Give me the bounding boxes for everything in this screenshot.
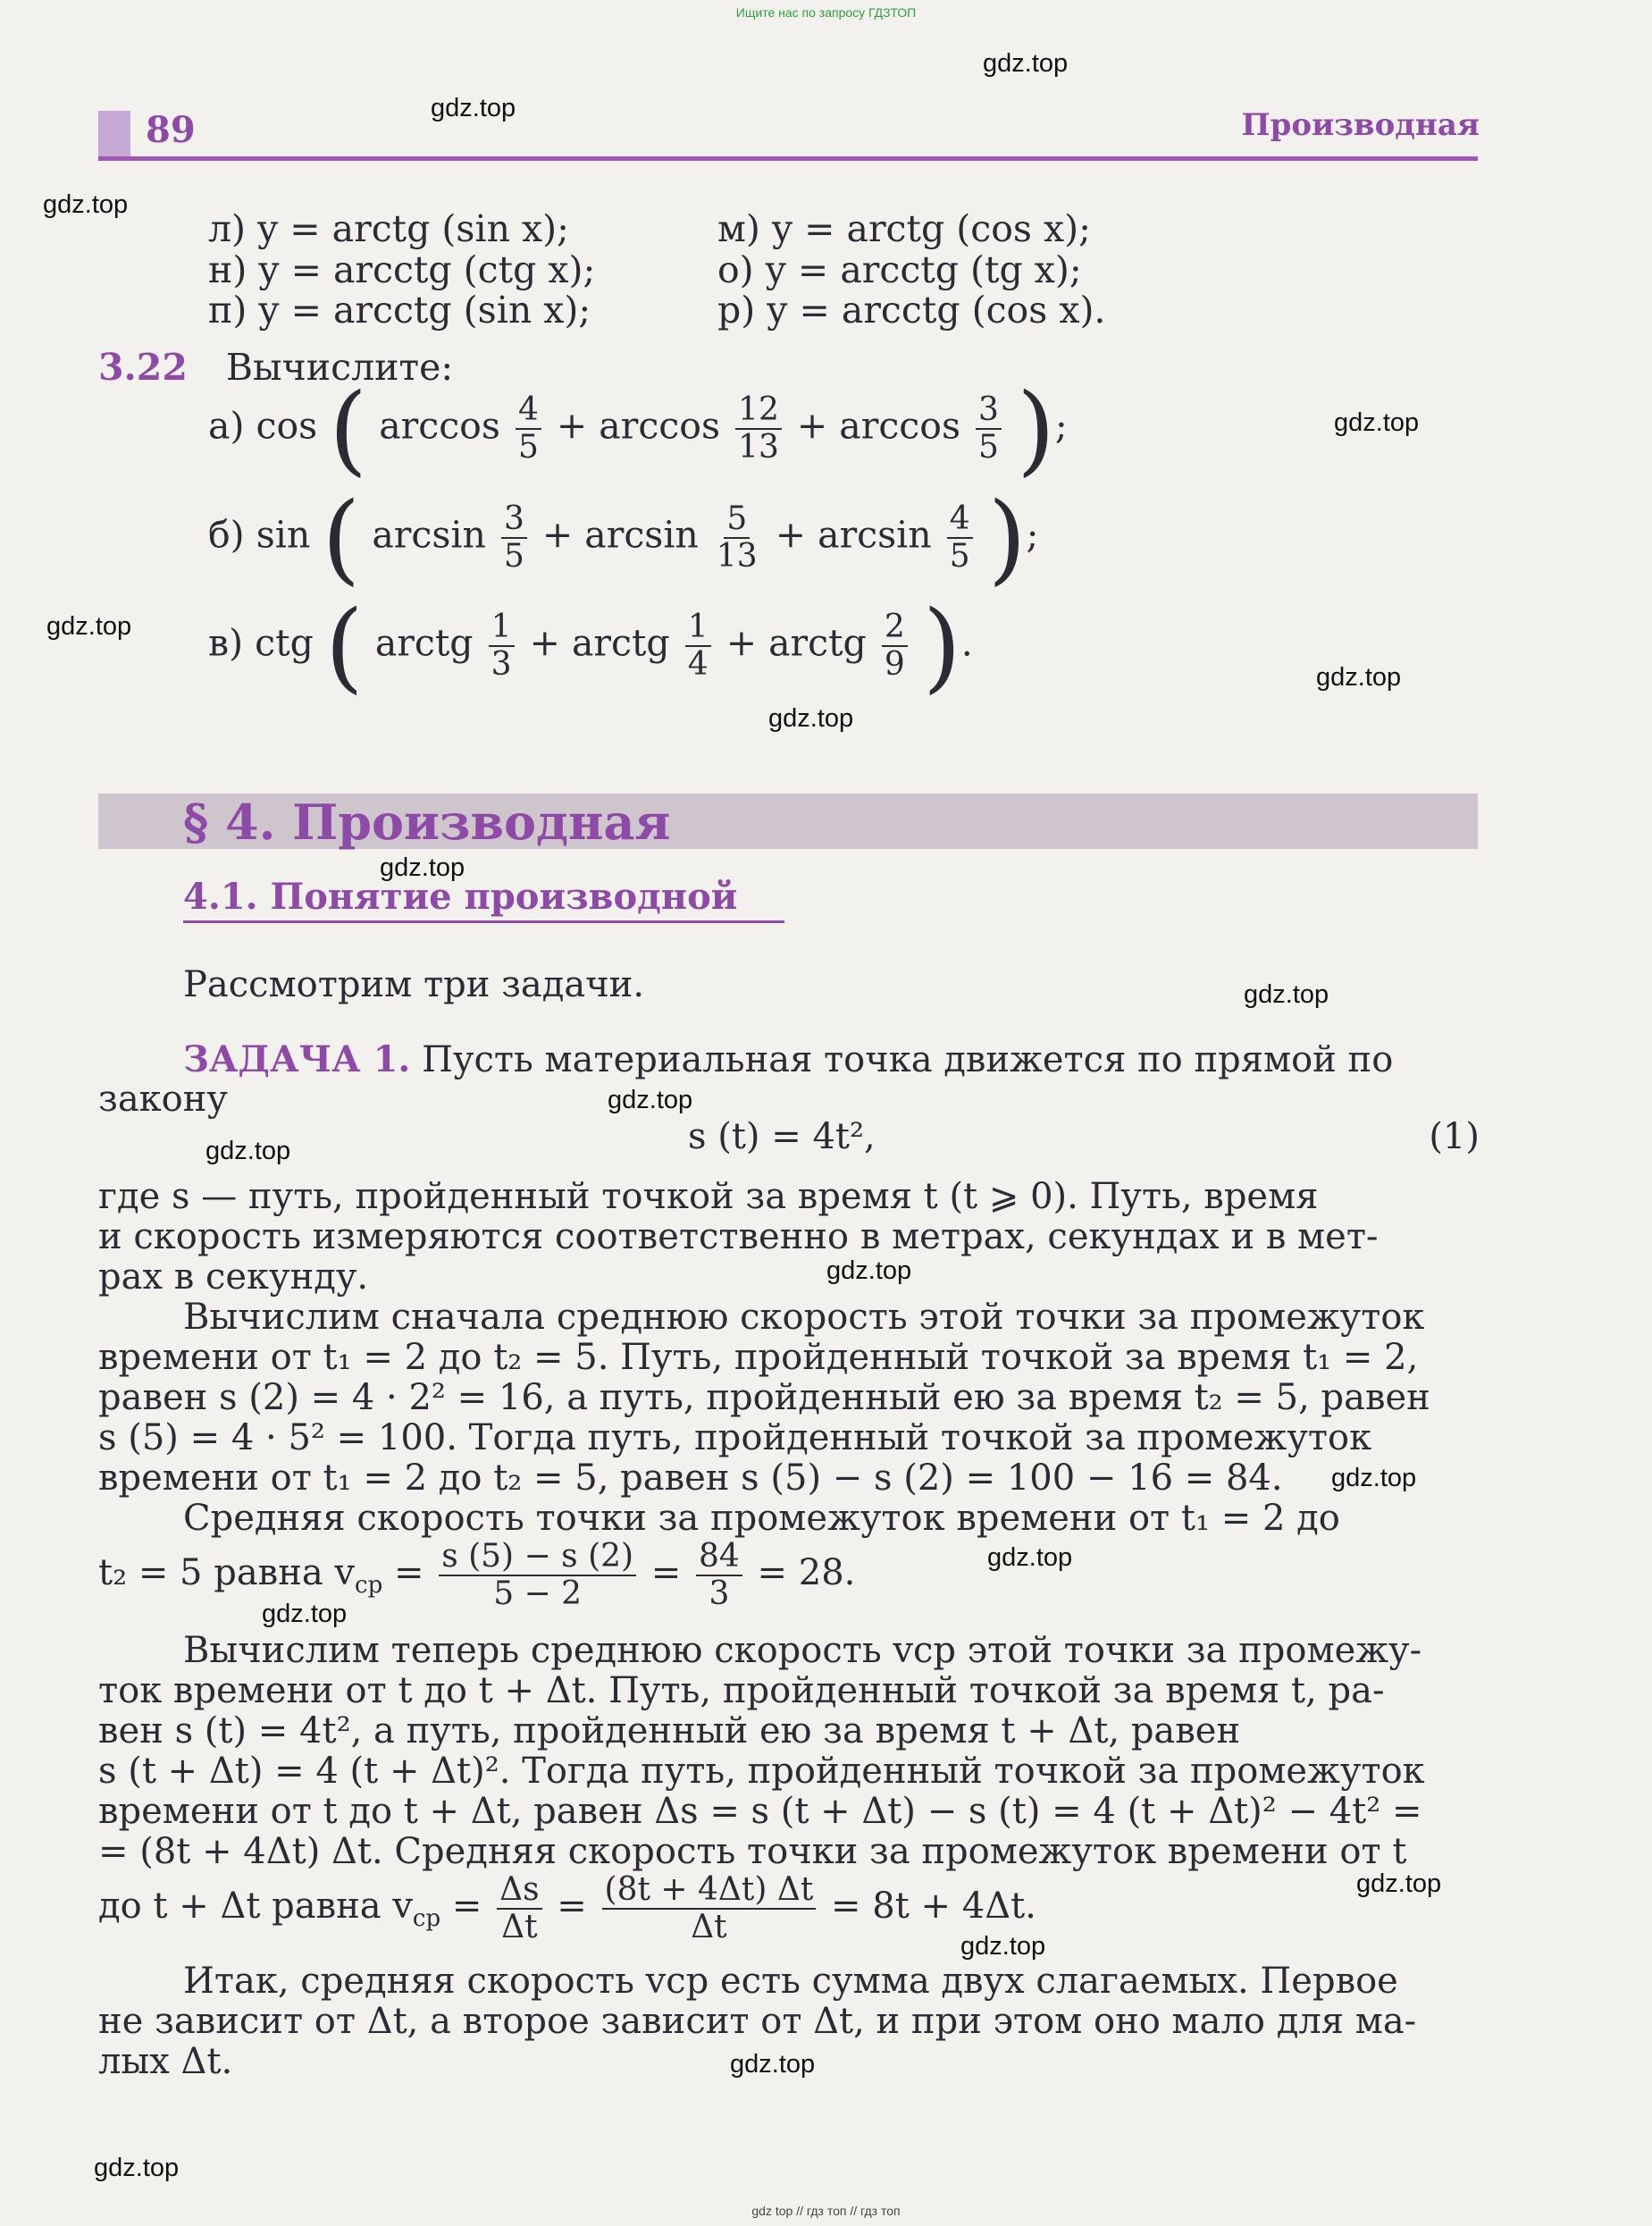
fraction: $\frac{\Delta s}{\Delta t}$ [497,1872,541,1945]
fraction: $\frac{s (5) - s (2)}{5 - 2}$ [439,1539,636,1612]
problem-header [98,347,453,388]
para2-line2: времени от t₁ = 2 до t₂ = 5. Путь, пройденный точкой за время t₁ = 2, [98,1337,1419,1378]
watermark: gdz.top [1316,663,1402,692]
fraction: $\frac{(8t + 4\Delta t) \Delta t}{\Delta t}$ [602,1872,817,1945]
top-banner-note: Ищите нас по запросу ГДЗТОП [735,5,917,20]
exercise-item-p: п) y = arcctg (sin x); [208,289,591,332]
para5-line3: лых Δt. [98,2041,233,2082]
task-label: ЗАДАЧА 1. [183,1038,411,1080]
watermark: gdz.top [826,1256,912,1285]
exercise-item-o: о) y = arcctg (tg x); [717,248,1082,291]
para2-line4: s (5) = 4 · 5² = 100. Тогда путь, пройденный точкой за промежуток [98,1417,1372,1458]
para2-line1: Вычислим сначала среднюю скорость этой точки за промежуток [183,1297,1425,1338]
watermark: gdz.top [205,1137,291,1165]
watermark: gdz.top [1356,1869,1442,1898]
exercise-item-m: м) y = arctg (cos x); [717,207,1091,250]
para4-line4: s (t + Δt) = 4 (t + Δt)². Тогда путь, пройденный точкой за промежуток [98,1751,1425,1792]
problem-part-a: а) cos ( arccos $\frac{4}{5}$ + arccos $\frac{12}{13}$ + arccos $\frac{3}{5}$ ); [208,372,1068,486]
task-line-1: ЗАДАЧА 1. Пусть материальная точка движется по прямой по [183,1038,1394,1080]
fraction: $\frac{4}{5}$ [516,392,541,466]
para4-line3: вен s (t) = 4t², а путь, пройденный ею за время t + Δt, равен [98,1710,1241,1751]
fraction: $\frac{1}{4}$ [685,609,711,683]
para5-line2: не зависит от Δt, а второе зависит от Δt, и при этом оно мало для ма- [98,2001,1417,2042]
para4-line1: Вычислим теперь среднюю скорость vср этой точки за промежу- [183,1630,1422,1671]
running-title: Производная [1241,107,1480,143]
para4-line6: = (8t + 4Δt) Δt. Средняя скорость точки за промежуток времени от t [98,1831,1407,1872]
problem-number: 3.22 [98,346,188,389]
header-rule [98,156,1478,161]
subsection-title: 4.1. Понятие производной [183,876,738,918]
watermark: gdz.top [608,1086,693,1114]
para4-line5: времени от t до t + Δt, равен Δs = s (t + Δt) − s (t) = 4 (t + Δt)² − 4t² = [98,1791,1422,1832]
watermark: gdz.top [46,612,132,641]
fraction: $\frac{4}{5}$ [947,501,973,575]
fraction: $\frac{12}{13}$ [735,392,782,466]
watermark: gdz.top [730,2050,816,2079]
exercise-item-n: н) y = arcctg (ctg x); [208,248,596,291]
para5-line1: Итак, средняя скорость vср есть сумма двух слагаемых. Первое [183,1961,1398,2002]
page-number: 89 [146,109,196,151]
para3-line1: Средняя скорость точки за промежуток времени от t₁ = 2 до [183,1498,1340,1539]
para1-line2: и скорость измеряются соответственно в метрах, секундах и в мет- [98,1216,1379,1257]
watermark: gdz.top [1244,980,1329,1009]
exercise-item-l: л) y = arctg (sin x); [208,207,569,250]
subsection-rule [183,920,784,923]
equation-1: s (t) = 4t², [688,1116,876,1157]
problem-part-c: в) ctg ( arctg $\frac{1}{3}$ + arctg $\frac{1}{4}$ + arctg $\frac{2}{9}$ ). [208,589,973,703]
watermark: gdz.top [94,2154,180,2182]
watermark: gdz.top [1331,1464,1417,1492]
task-line-2: закону [98,1079,228,1120]
bottom-banner-note: gdz top // гдз топ // гдз топ [751,2204,901,2218]
watermark: gdz.top [43,190,129,219]
problem-part-b: б) sin ( arcsin $\frac{3}{5}$ + arcsin $\frac{5}{13}$ + arcsin $\frac{4}{5}$ ); [208,481,1039,595]
fraction: $\frac{3}{5}$ [976,392,1002,466]
intro-text: Рассмотрим три задачи. [183,964,645,1005]
equation-1-number: (1) [1429,1116,1480,1157]
para3-line2: t₂ = 5 равна $v_{ср}$ = $\frac{s (5) - s (2)}{5 - 2}$ = $\frac{84}{3}$ = 28. [98,1538,856,1612]
section-title: § 4. Производная [183,794,671,851]
fraction: $\frac{1}{3}$ [489,609,515,683]
fraction: $\frac{3}{5}$ [501,501,527,575]
fraction: $\frac{2}{9}$ [882,609,908,683]
watermark: gdz.top [431,94,516,122]
watermark: gdz.top [380,853,465,882]
para4-line2: ток времени от t до t + Δt. Путь, пройденный точкой за время t, ра- [98,1670,1385,1711]
para1-line3: рах в секунду. [98,1256,369,1298]
watermark: gdz.top [768,704,854,733]
watermark: gdz.top [262,1600,348,1628]
para2-line3: равен s (2) = 4 · 2² = 16, а путь, пройденный ею за время t₂ = 5, равен [98,1377,1430,1418]
para1-line1: где s — путь, пройденный точкой за время t (t ⩾ 0). Путь, время [98,1176,1319,1217]
para4-line7: до t + Δt равна $v_{ср}$ = $\frac{\Delta s}{\Delta t}$ = $\frac{(8t + 4\Delta t) \Delta t}{\Delta t}$ = 8t + 4Δt. [98,1871,1036,1945]
fraction: $\frac{84}{3}$ [696,1539,742,1612]
watermark: gdz.top [1334,408,1420,437]
problem-prompt: Вычислите: [225,346,454,389]
exercise-item-r: р) y = arcctg (cos x). [717,289,1106,332]
page-number-marker [98,111,130,161]
watermark: gdz.top [987,1543,1073,1572]
fraction: $\frac{5}{13}$ [716,500,758,575]
watermark: gdz.top [983,49,1069,78]
para2-line5: времени от t₁ = 2 до t₂ = 5, равен s (5) − s (2) = 100 − 16 = 84. [98,1457,1283,1499]
watermark: gdz.top [960,1932,1046,1961]
